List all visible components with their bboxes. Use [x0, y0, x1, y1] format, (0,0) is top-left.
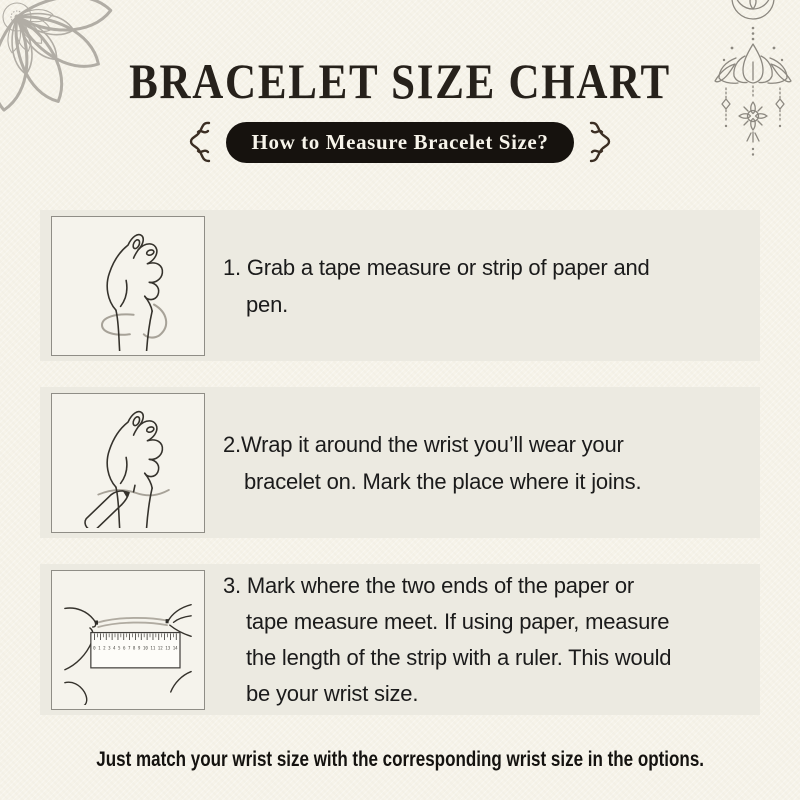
subtitle-row	[0, 120, 800, 164]
step-line: pen.	[246, 291, 289, 317]
step-1-row	[40, 210, 760, 361]
step-line: tape measure meet. If using paper, measure	[246, 608, 670, 634]
step-2-text	[223, 426, 760, 500]
step-2-row	[40, 387, 760, 538]
step-line: 3. Mark where the two ends of the paper or	[223, 572, 635, 598]
hand-tape-loop-icon	[58, 221, 198, 351]
hands-ruler-strip-icon	[58, 575, 198, 705]
footer-note-text: Just match your wrist size with the corresponding wrist size in the options.	[96, 748, 704, 771]
step-3-text	[223, 568, 760, 712]
hand-pen-marking-icon	[58, 398, 198, 528]
steps-list	[40, 210, 760, 715]
step-3-illustration	[51, 570, 205, 710]
page-title: BRACELET SIZE CHART	[129, 53, 671, 109]
step-1-illustration	[51, 216, 205, 356]
footer-note	[0, 748, 800, 772]
step-line: be your wrist size.	[246, 680, 419, 706]
step-line: 2.Wrap it around the wrist you’ll wear your	[223, 431, 624, 457]
step-2-illustration	[51, 393, 205, 533]
step-1-text	[223, 249, 760, 323]
flourish-left-icon	[183, 120, 213, 164]
step-3-row	[40, 564, 760, 715]
ruler-numbers: 0 1 2 3 4 5 6 7 8 9 10 11 12 13 14	[93, 645, 185, 651]
step-line: the length of the strip with a ruler. This would	[246, 644, 672, 670]
step-line: 1. Grab a tape measure or strip of paper and	[223, 254, 650, 280]
flourish-right-icon	[587, 120, 617, 164]
step-line: bracelet on. Mark the place where it joins.	[244, 468, 642, 494]
subtitle-badge: How to Measure Bracelet Size?	[226, 122, 575, 163]
